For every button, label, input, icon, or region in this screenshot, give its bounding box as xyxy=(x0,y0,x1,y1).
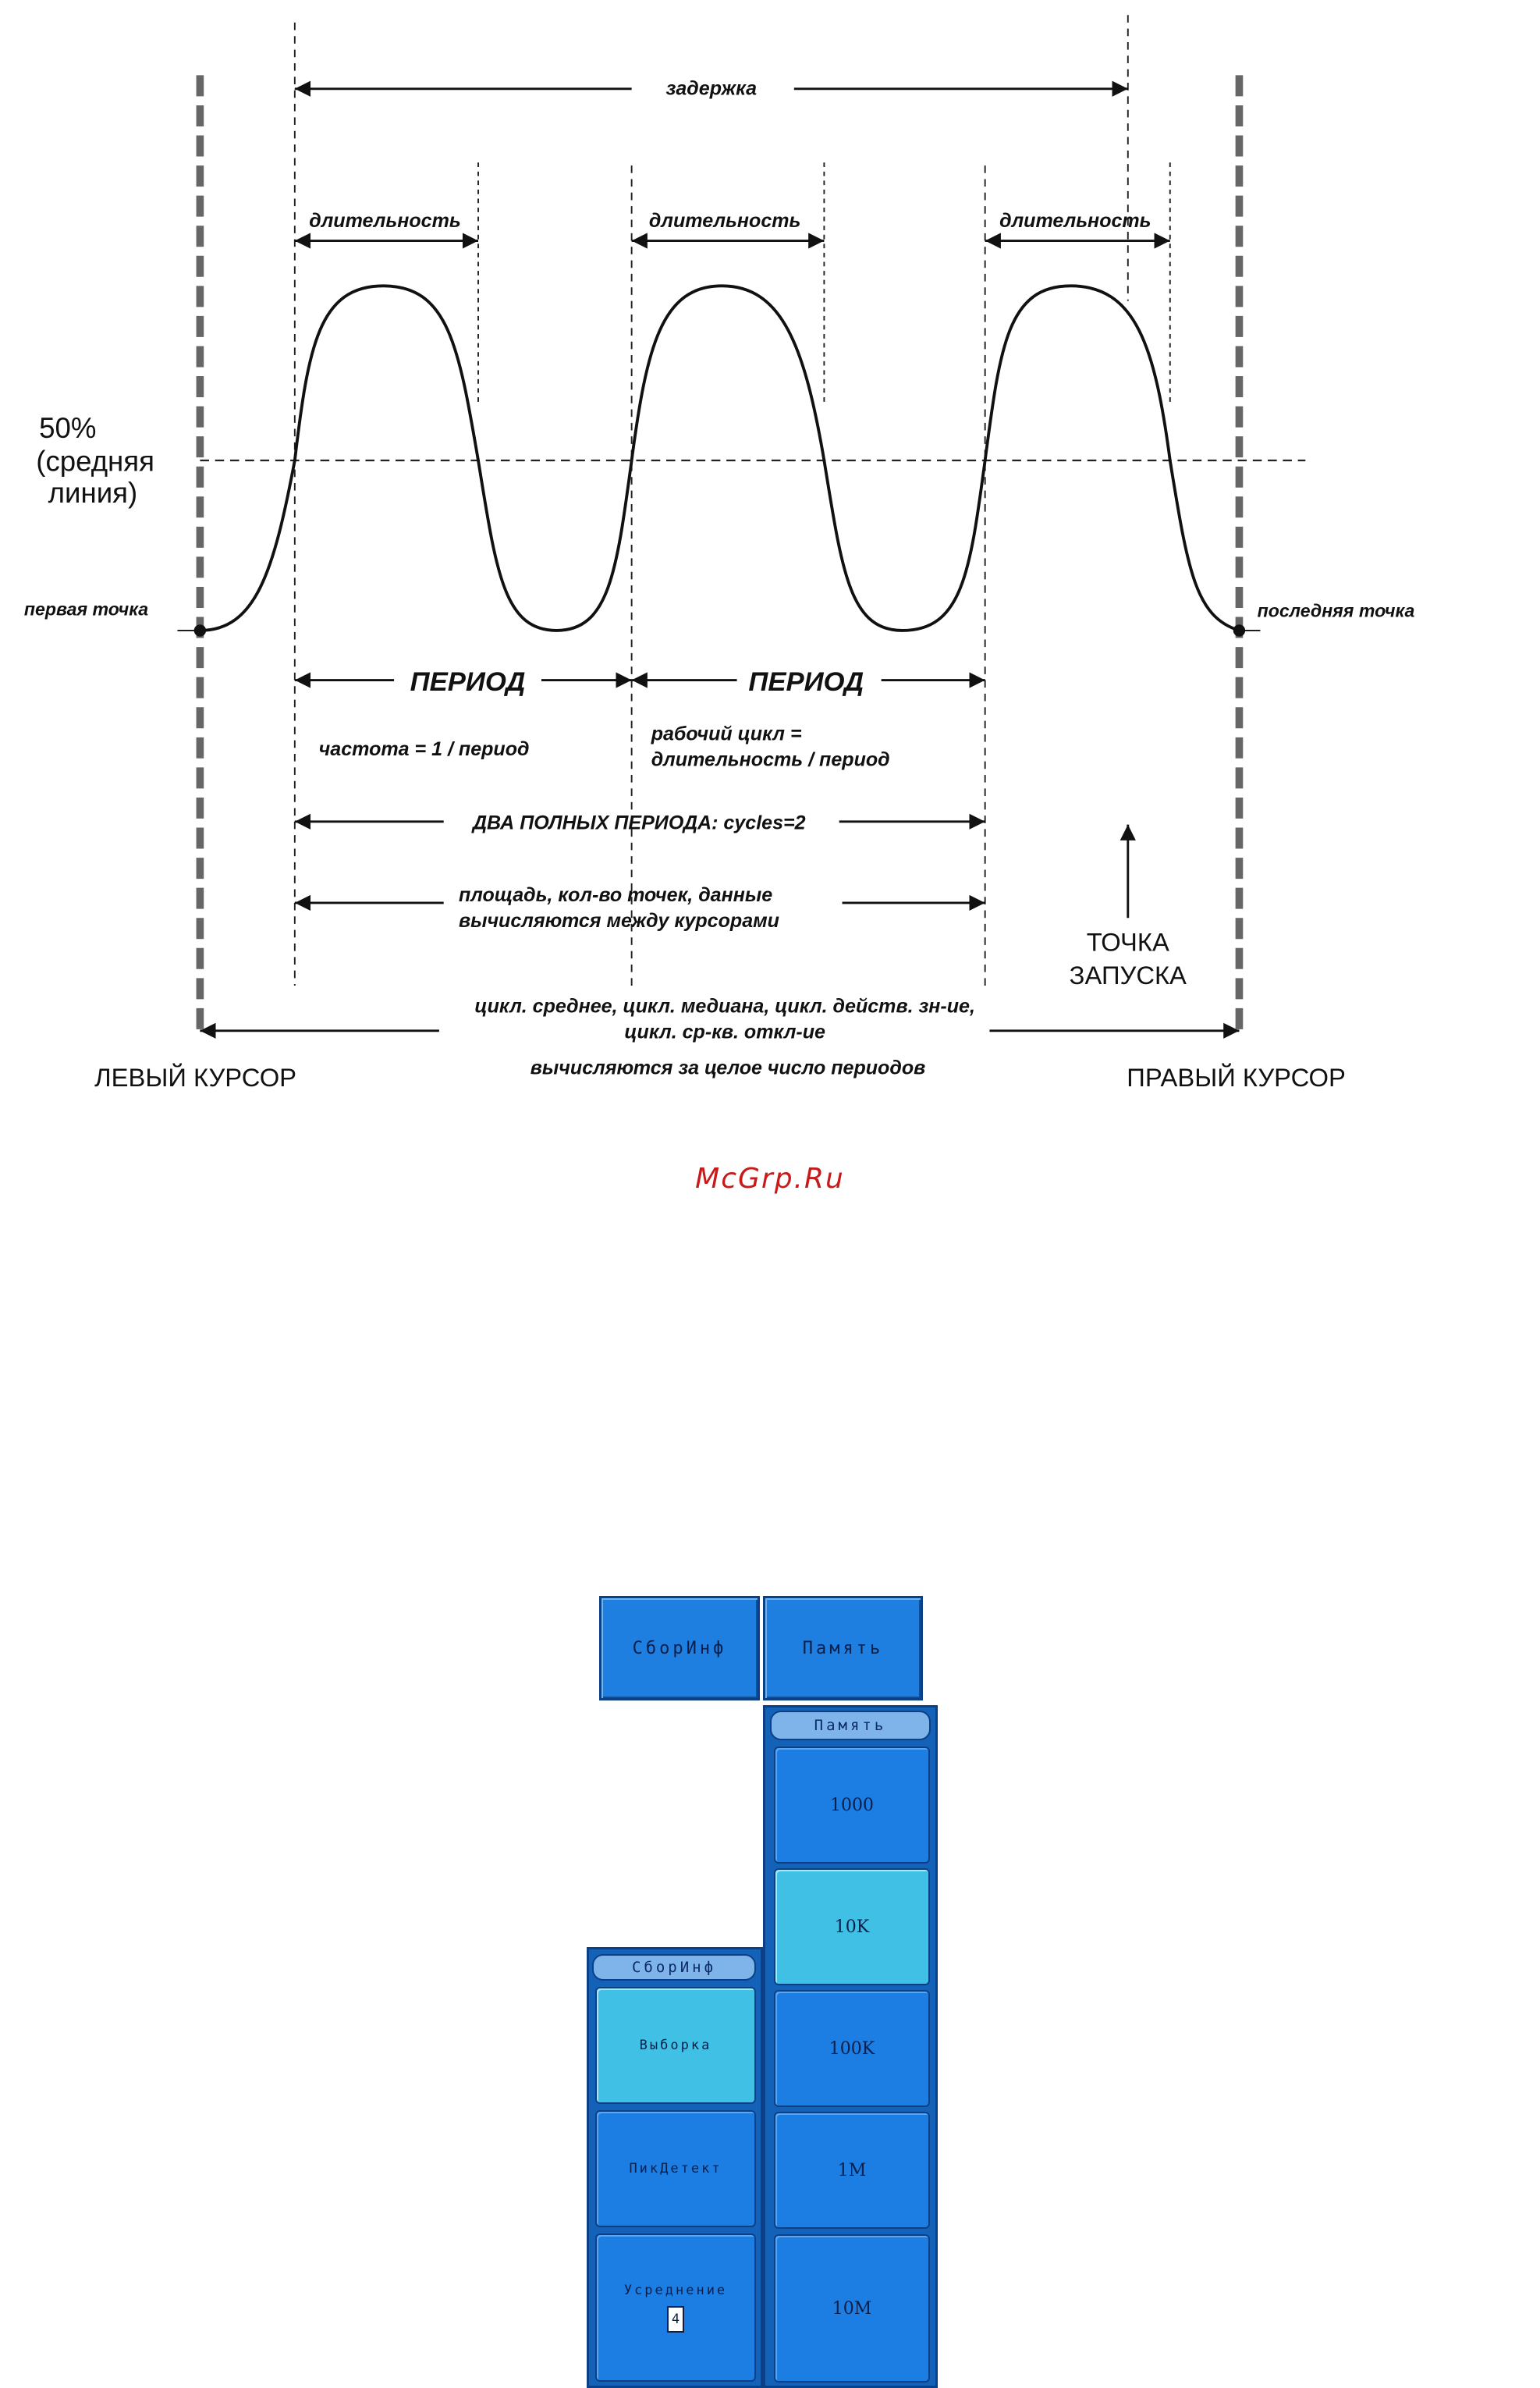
trigger-label-1: ТОЧКА xyxy=(1086,927,1169,957)
cycle-label-2: цикл. ср-кв. откл-ие xyxy=(624,1021,825,1043)
average-count-field[interactable]: 4 xyxy=(667,2306,684,2333)
trigger-label-2: ЗАПУСКА xyxy=(1069,961,1187,990)
memory-panel-title: Память xyxy=(770,1711,931,1740)
memory-option-1000[interactable]: 1000 xyxy=(774,1747,930,1864)
average-label: Усреднение xyxy=(623,2283,728,2298)
measurement-diagram xyxy=(0,0,1540,1132)
width-label-1: длительность xyxy=(309,210,461,233)
memory-option-1m[interactable]: 1M xyxy=(774,2112,930,2229)
left-cursor-label: ЛЕВЫЙ КУРСОР xyxy=(94,1063,297,1093)
memory-option-10k[interactable]: 10K xyxy=(774,1868,930,1985)
period-label-2: ПЕРИОД xyxy=(748,667,864,698)
acquire-panel xyxy=(587,1947,763,2388)
period-label-1: ПЕРИОД xyxy=(410,667,526,698)
cycle-label-1: цикл. среднее, цикл. медиана, цикл. действ. зн-ие, xyxy=(474,995,975,1018)
width-end-lines xyxy=(478,162,1170,406)
acquire-panel-title: СборИнф xyxy=(592,1954,756,1981)
acquire-option-average[interactable] xyxy=(595,2233,756,2382)
midline-label-3: линия) xyxy=(48,477,138,510)
two-periods-label: ДВА ПОЛНЫХ ПЕРИОДА: cycles=2 xyxy=(472,812,806,834)
watermark: McGrp.Ru xyxy=(695,1163,845,1195)
guide-lines xyxy=(295,15,1128,986)
memory-option-10m[interactable]: 10M xyxy=(774,2234,930,2383)
acquire-option-peak-detect[interactable]: ПикДетект xyxy=(595,2110,756,2227)
first-point-label: первая точка xyxy=(23,599,149,620)
area-label-2: вычисляются между курсорами xyxy=(458,909,779,932)
computed-label: вычисляются за целое число периодов xyxy=(530,1057,926,1079)
memory-panel xyxy=(763,1705,938,2388)
right-cursor-label: ПРАВЫЙ КУРСОР xyxy=(1127,1063,1346,1093)
acquire-button[interactable]: СборИнф xyxy=(599,1596,760,1700)
memory-button[interactable]: Память xyxy=(763,1596,923,1700)
duty-cycle-label-1: рабочий цикл = xyxy=(651,723,802,745)
acquire-option-sample[interactable]: Выборка xyxy=(595,1987,756,2104)
midline-label-2: (средняя xyxy=(36,445,154,478)
last-point-label: последняя точка xyxy=(1257,600,1415,621)
waveform xyxy=(200,286,1239,631)
frequency-label: частота = 1 / период xyxy=(318,737,530,760)
width-label-2: длительность xyxy=(648,210,801,233)
duty-cycle-label-2: длительность / период xyxy=(651,748,890,771)
midline-label-1: 50% xyxy=(39,412,97,445)
memory-option-100k[interactable]: 100K xyxy=(774,1990,930,2107)
area-label-1: площадь, кол-во точек, данные xyxy=(458,883,773,906)
width-label-3: длительность xyxy=(999,210,1151,233)
delay-label: задержка xyxy=(665,77,758,100)
